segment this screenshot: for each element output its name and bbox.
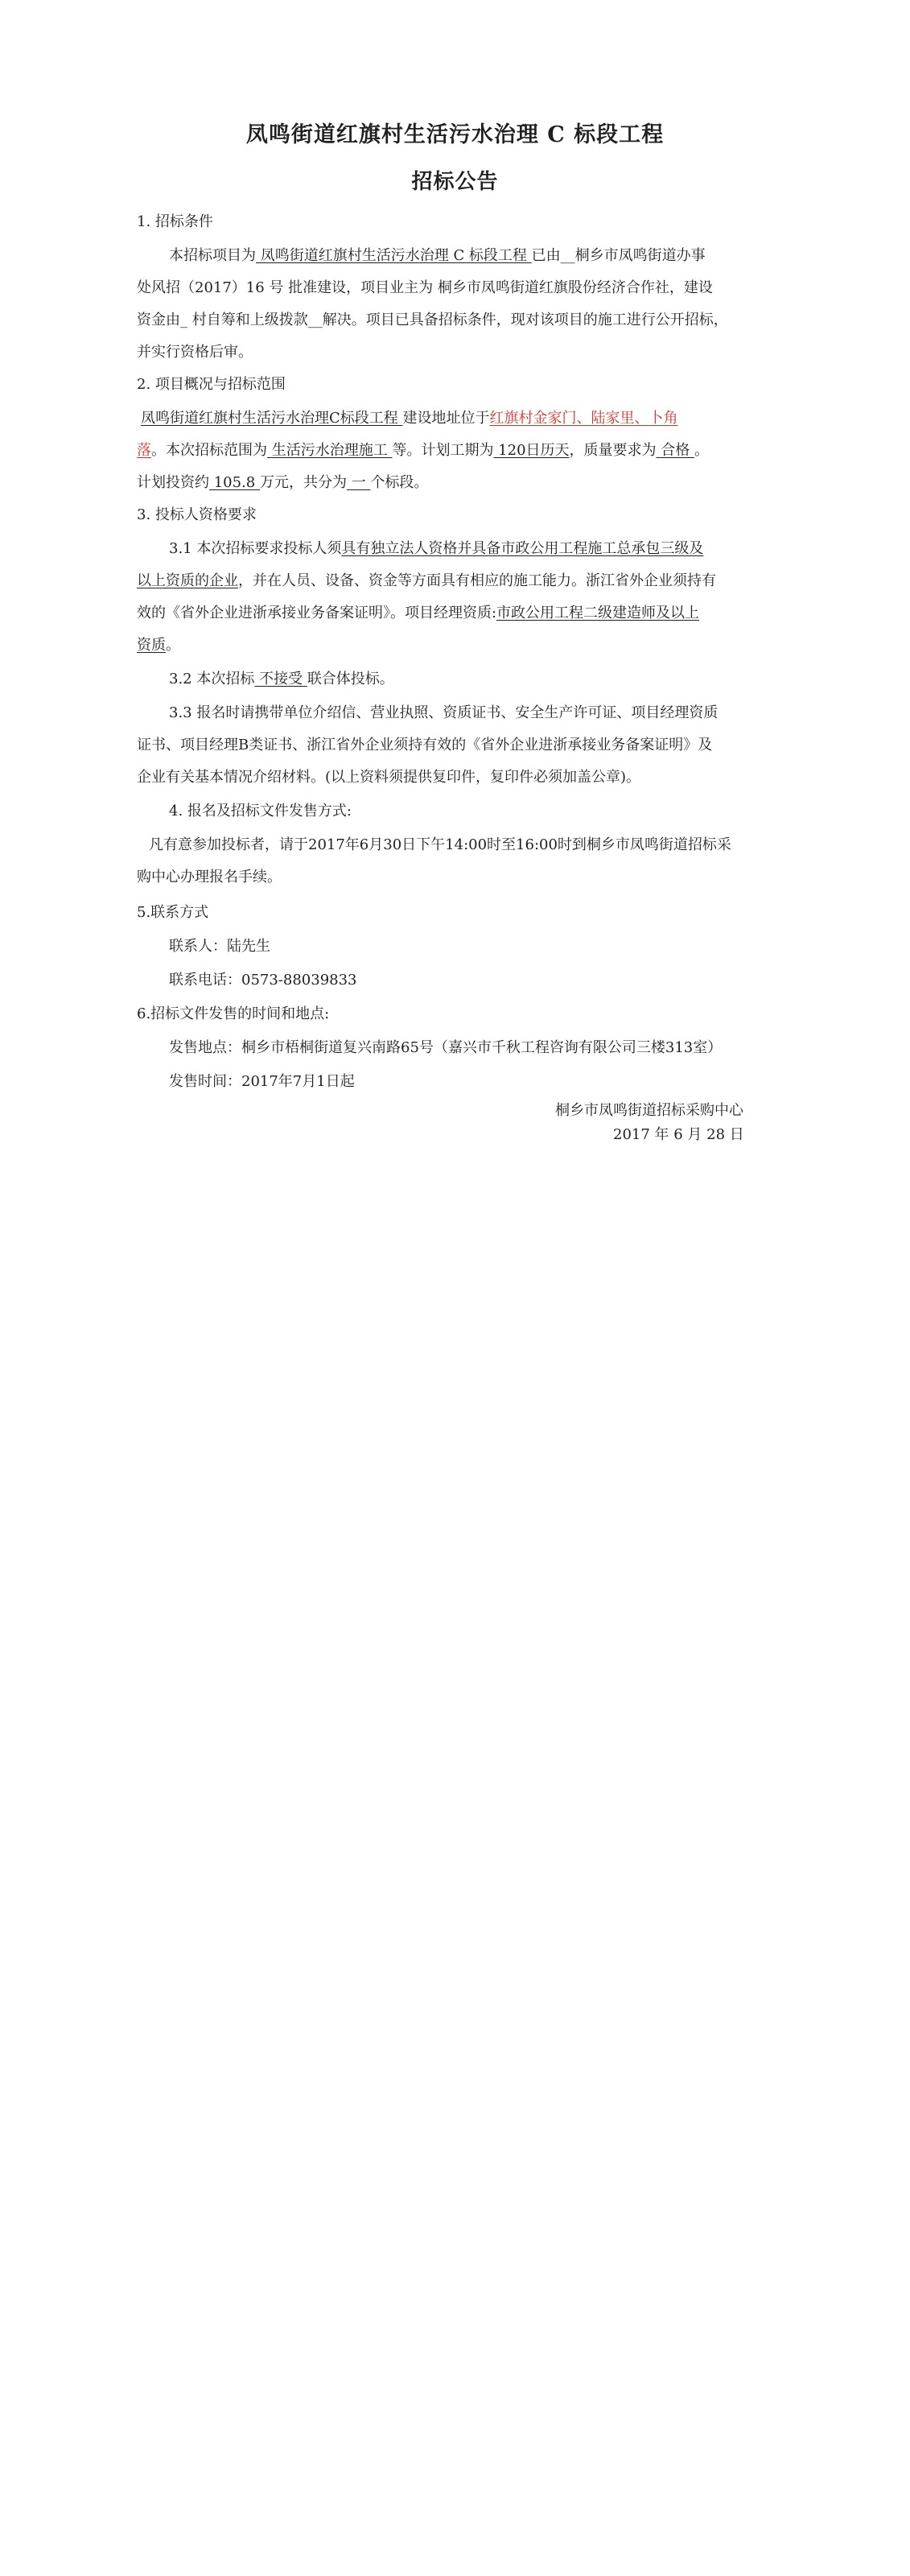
s3-text: 效的《省外企业进浙承接业务备案证明》。项目经理资质:: [137, 605, 497, 621]
section-1-line-3: 资金由_ 村自筹和上级拨款__解决。项目已具备招标条件，现对该项目的施工进行公开招标，: [137, 312, 728, 328]
s3-text: 联合体投标。: [307, 671, 394, 687]
section-3-3-line-1: 3.3 报名时请携带单位介绍信、营业执照、资质证书、安全生产许可证、项目经理资质: [169, 704, 719, 721]
issue-date: 2017 年 6 月 28 日: [613, 1126, 744, 1143]
tender-scope: 生活污水治理施工: [267, 442, 393, 459]
s3-text: 3.1 本次招标要求投标人须: [169, 540, 342, 557]
sale-time: 发售时间：2017年7月1日起: [169, 1073, 355, 1090]
section-3-1-line-2: [137, 572, 716, 591]
contact-phone: 联系电话：0573-88039833: [169, 972, 357, 989]
s2-text: 等。计划工期为: [392, 442, 494, 459]
sale-place: 发售地点：桐乡市梧桐街道复兴南路65号（嘉兴市千秋工程咨询有限公司三楼313室）: [169, 1039, 723, 1056]
section-2-line-2: [137, 441, 709, 460]
project-name-underlined: 凤鸣街道红旗村生活污水治理C标段工程: [141, 410, 403, 427]
section-2-line-1: [141, 409, 678, 428]
s2-text: 万元，共分为: [259, 474, 347, 491]
s2-text: 个标段。: [370, 474, 429, 491]
s2-text: 。本次招标范围为: [151, 442, 267, 459]
section-3-3-line-2: 证书、项目经理B类证书、浙江省外企业须持有效的《省外企业进浙承接业务备案证明》及: [137, 737, 713, 753]
s3-text: ，并在人员、设备、资金等方面具有相应的施工能力。浙江省外企业须持有: [238, 572, 716, 589]
build-address: 红旗村金家门、陆家里、卜角: [489, 410, 678, 427]
section-1-line-4: 并实行资格后审。: [137, 344, 253, 361]
consortium-policy: 不接受: [254, 671, 307, 687]
document-title: 凤鸣街道红旗村生活污水治理 C 标段工程: [245, 122, 665, 147]
section-2-line-3: [137, 473, 428, 493]
qualification-requirement-end: 以上资质的企业: [137, 572, 238, 589]
s3-text: 3.2 本次招标: [169, 671, 255, 687]
manager-qualification: 市政公用工程二级建造师及以上: [496, 605, 700, 621]
build-address-end: 落: [137, 442, 151, 459]
duration: 120日历天: [493, 442, 570, 459]
qualification-requirement: 具有独立法人资格并具备市政公用工程施工总承包三级及: [341, 540, 704, 557]
section-2-heading: 2. 项目概况与招标范围: [137, 376, 286, 393]
section-3-1-line-3: [137, 604, 699, 623]
section-3-1-line-1: [169, 539, 703, 559]
lot-count: 一: [346, 474, 371, 491]
project-name: 凤鸣街道红旗村生活污水治理 C 标段工程: [256, 247, 532, 264]
section-6-heading: 6.招标文件发售的时间和地点:: [137, 1005, 330, 1022]
section-4-line-1: 凡有意参加投标者，请于2017年6月30日下午14:00时至16:00时到桐乡市凤鸣街道招标采: [149, 836, 731, 853]
section-1-line-1: [169, 246, 706, 266]
contact-person: 联系人：陆先生: [169, 938, 270, 955]
s1-text: 已由__桐乡市凤鸣街道办事: [531, 247, 706, 264]
investment-amount: 105.8: [209, 474, 260, 491]
section-3-3-line-3: 企业有关基本情况介绍材料。(以上资料须提供复印件，复印件必须加盖公章)。: [137, 769, 641, 786]
issuer-org: 桐乡市凤鸣街道招标采购中心: [555, 1102, 743, 1119]
section-4-heading: 4. 报名及招标文件发售方式:: [169, 803, 352, 819]
manager-qualification-end: 资质: [137, 637, 166, 654]
section-3-1-line-4: [137, 636, 180, 655]
s1-text: 本招标项目为: [169, 247, 256, 264]
s2-text: ，质量要求为: [569, 442, 657, 459]
section-1-heading: 1. 招标条件: [137, 213, 213, 230]
section-5-heading: 5.联系方式: [137, 904, 209, 921]
section-3-heading: 3. 投标人资格要求: [137, 506, 257, 523]
section-4-line-2: 购中心办理报名手续。: [137, 869, 282, 886]
s2-text: 建设地址位于: [402, 410, 490, 427]
quality-requirement: 合格: [656, 442, 694, 459]
section-3-2: [169, 670, 394, 689]
section-1-line-2: 处风招（2017）16 号 批准建设，项目业主为 桐乡市凤鸣街道红旗股份经济合作社，建设: [137, 279, 713, 296]
s2-text: 。: [694, 442, 709, 459]
s3-text: 。: [166, 637, 180, 654]
document-subtitle: 招标公告: [411, 170, 499, 194]
s2-text: 计划投资约: [137, 474, 209, 491]
